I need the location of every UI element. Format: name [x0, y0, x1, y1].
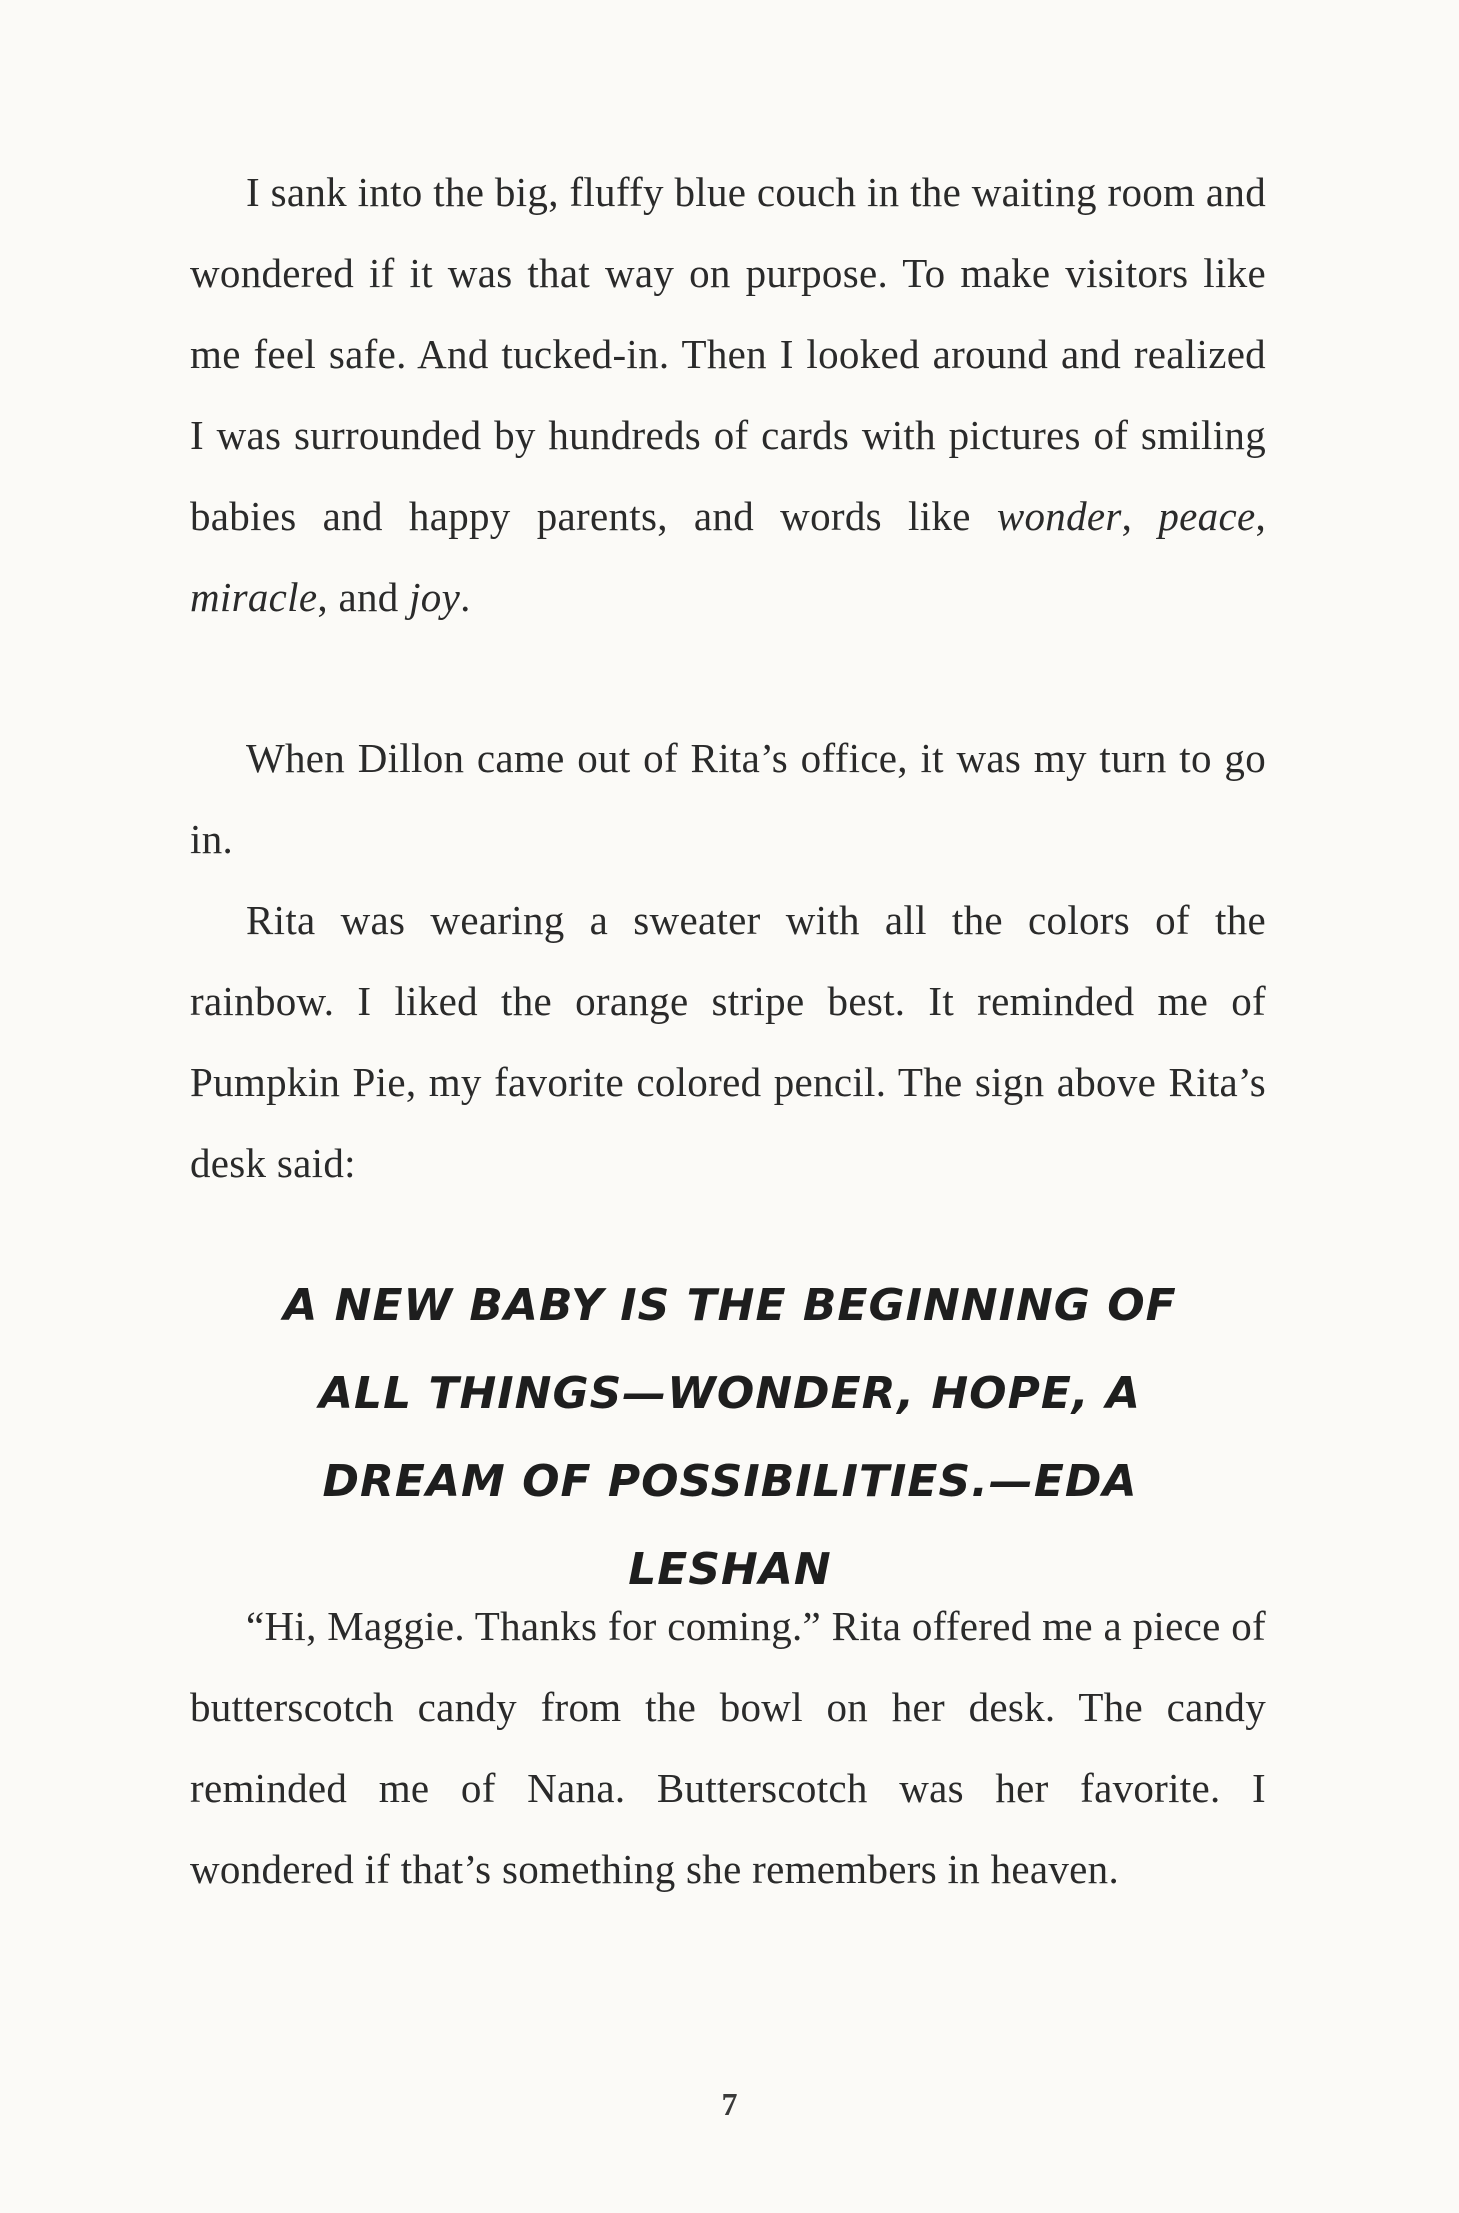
sign-quote: A NEW BABY IS THE BEGINNING OF ALL THINGS—WONDER, HOPE, A DREAM OF POSSIBILITIES.—EDA LESHAN [283, 1280, 1177, 1595]
paragraph-text: When Dillon came out of Rita’s office, it was my turn to go in. [190, 735, 1266, 862]
paragraph-text: I sank into the big, fluffy blue couch in the waiting room and wondered if it was that way on purpose. To make visitors like me feel safe. And tucked-in. Then I looked around and realized I was surrounded by hundreds of cards with pictures of smiling babies and happy parents, and words like [190, 169, 1266, 539]
separator: , [1255, 493, 1266, 539]
paragraph-hi-maggie [190, 1586, 1266, 1910]
sentence-end: . [460, 574, 471, 620]
italic-word-peace: peace [1158, 493, 1256, 539]
paragraph-text: “Hi, Maggie. Thanks for coming.” Rita offered me a piece of butterscotch candy from the bowl on her desk. The candy reminded me of Nana. Butterscotch was her favorite. I wondered if that’s something she remembers in heaven. [190, 1603, 1266, 1892]
paragraph-waiting-room [190, 152, 1266, 638]
italic-word-joy: joy [409, 574, 461, 620]
paragraph-text: Rita was wearing a sweater with all the colors of the rainbow. I liked the orange stripe best. It reminded me of Pumpkin Pie, my favorite colored pencil. The sign above Rita’s desk said: [190, 897, 1266, 1186]
page-number: 7 [721, 2086, 738, 2122]
italic-word-wonder: wonder [996, 493, 1122, 539]
separator: , and [317, 574, 410, 620]
paragraph-rita-sweater [190, 880, 1266, 1204]
separator: , [1121, 493, 1159, 539]
paragraph-dillon [190, 718, 1266, 880]
italic-word-miracle: miracle [190, 574, 318, 620]
